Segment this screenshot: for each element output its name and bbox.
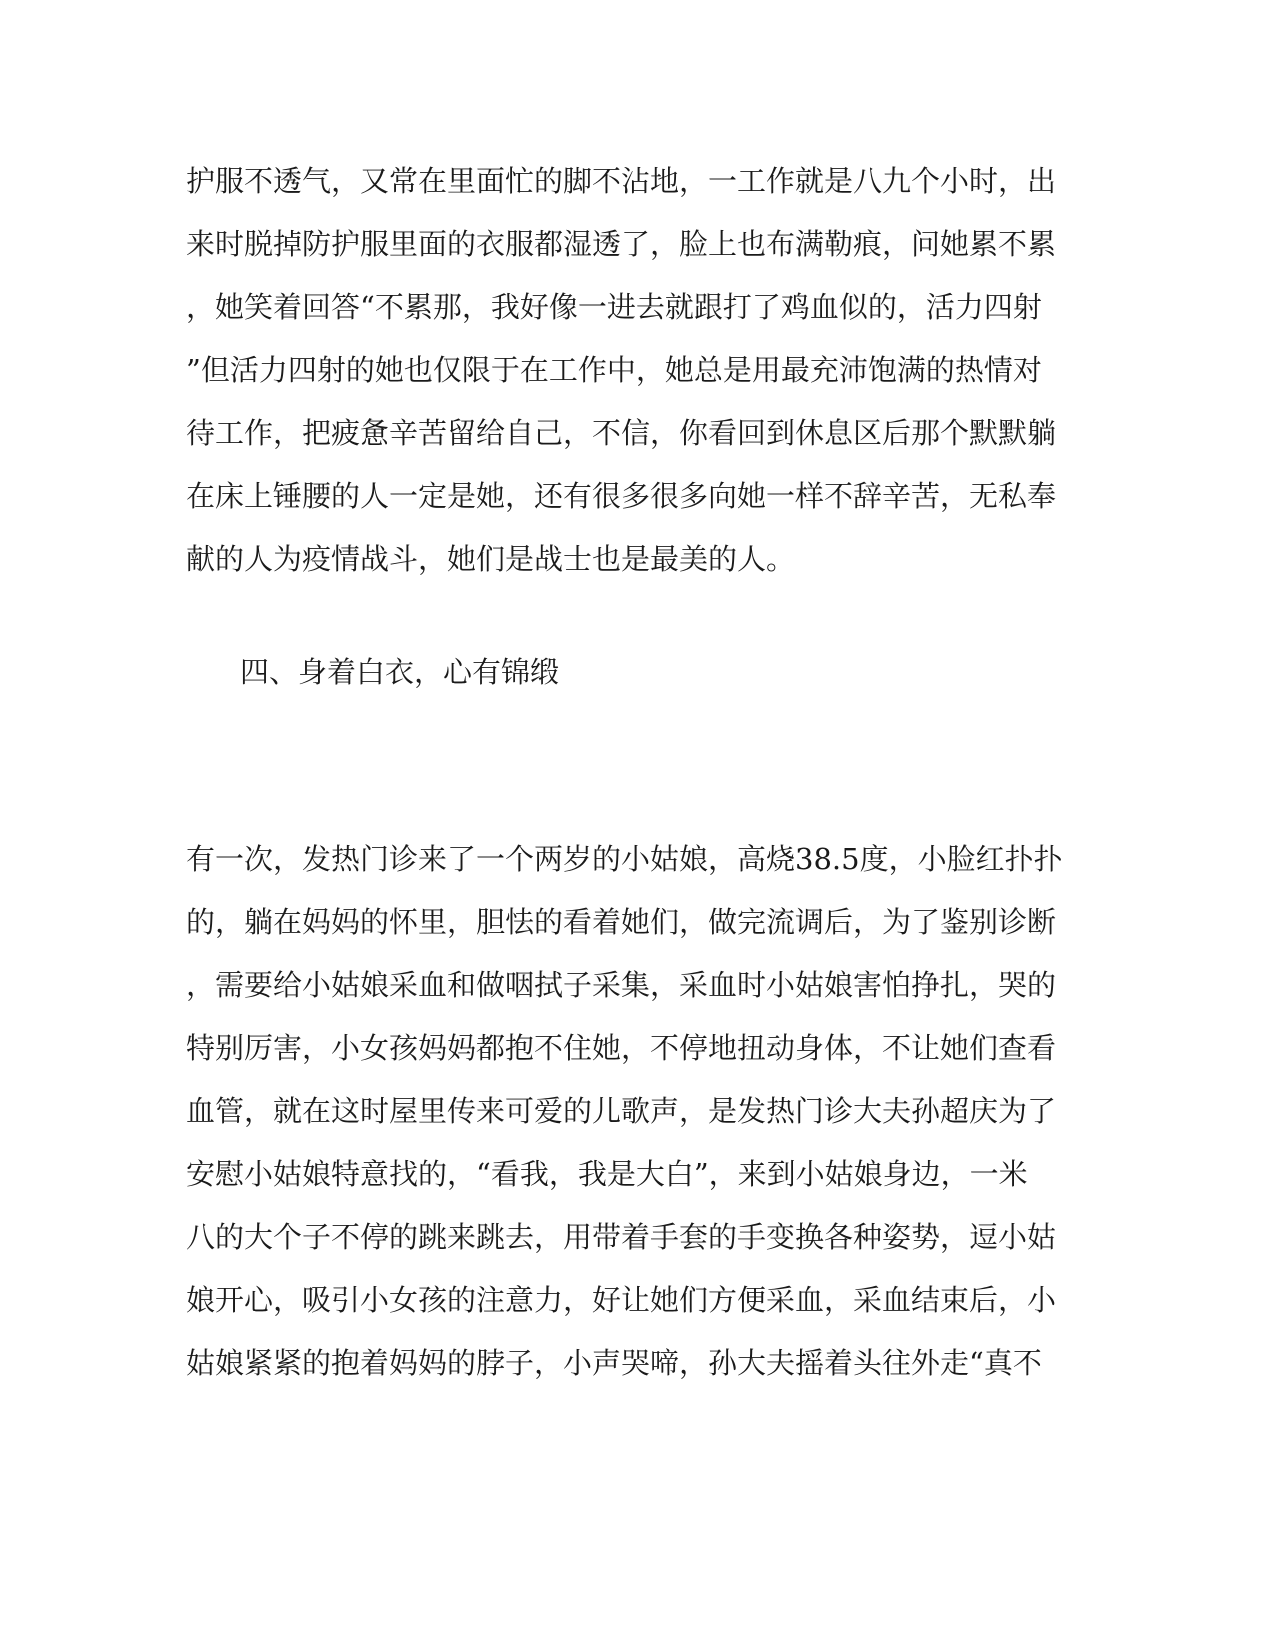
text-line: 有一次，发热门诊来了一个两岁的小姑娘，高烧38.5度，小脸红扑扑 <box>186 842 1063 876</box>
text-line: 安慰小姑娘特意找的，“看我，我是大白”，来到小姑娘身边，一米 <box>186 1157 1028 1191</box>
section-heading-text: 四、身着白衣，心有锦缎 <box>240 655 560 689</box>
text-line: 在床上锤腰的人一定是她，还有很多很多向她一样不辞辛苦，无私奉 <box>186 479 1057 513</box>
text-line: 献的人为疫情战斗，她们是战士也是最美的人。 <box>186 542 796 576</box>
text-line: ，需要给小姑娘采血和做咽拭子采集，采血时小姑娘害怕挣扎，哭的 <box>186 968 1057 1002</box>
paragraph-protective-suit <box>186 150 1086 591</box>
text-line: 待工作，把疲惫辛苦留给自己，不信，你看回到休息区后那个默默躺 <box>186 416 1057 450</box>
text-line: 护服不透气，又常在里面忙的脚不沾地，一工作就是八九个小时，出 <box>186 164 1057 198</box>
text-line: ”但活力四射的她也仅限于在工作中，她总是用最充沛饱满的热情对 <box>186 353 1042 387</box>
text-line: 的，躺在妈妈的怀里，胆怯的看着她们，做完流调后，为了鉴别诊断 <box>186 905 1057 939</box>
text-line: 来时脱掉防护服里面的衣服都湿透了，脸上也布满勒痕，问她累不累 <box>186 227 1057 261</box>
text-line: 姑娘紧紧的抱着妈妈的脖子，小声哭啼，孙大夫摇着头往外走“真不 <box>186 1346 1042 1380</box>
paragraph-fever-clinic-story <box>186 828 1086 1395</box>
text-line: 八的大个子不停的跳来跳去，用带着手套的手变换各种姿势，逗小姑 <box>186 1220 1057 1254</box>
text-line: 娘开心，吸引小女孩的注意力，好让她们方便采血，采血结束后，小 <box>186 1283 1057 1317</box>
text-line: 血管，就在这时屋里传来可爱的儿歌声，是发热门诊大夫孙超庆为了 <box>186 1094 1057 1128</box>
text-line: ，她笑着回答“不累那，我好像一进去就跟打了鸡血似的，活力四射 <box>186 290 1042 324</box>
text-line: 特别厉害，小女孩妈妈都抱不住她，不停地扭动身体，不让她们查看 <box>186 1031 1057 1065</box>
section-heading <box>240 641 1140 704</box>
